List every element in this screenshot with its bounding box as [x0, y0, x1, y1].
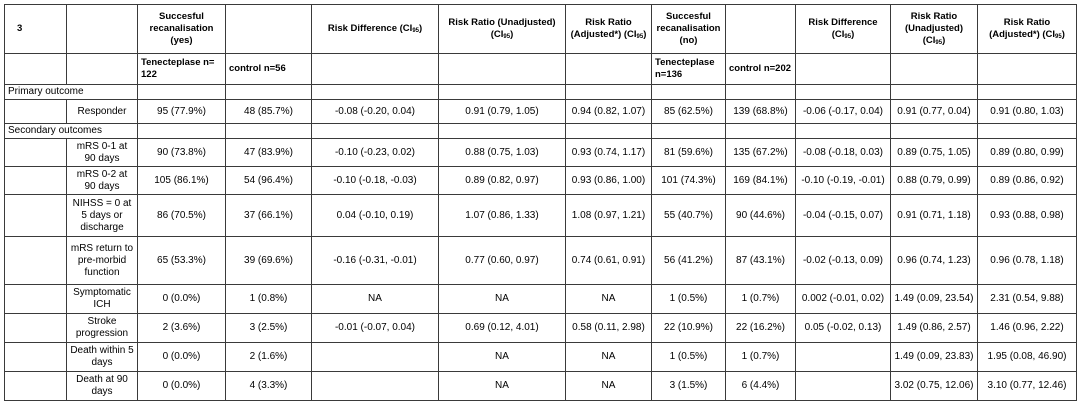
header-blank	[67, 5, 138, 54]
cell: 1.49 (0.09, 23.54)	[891, 285, 978, 314]
cell: 0.91 (0.79, 1.05)	[439, 100, 566, 124]
section-label-secondary: Secondary outcomes	[5, 124, 138, 139]
cell: 48 (85.7%)	[226, 100, 312, 124]
cell: 22 (16.2%)	[726, 314, 796, 343]
header-tenecteplase-yes: Tenecteplase n= 122	[138, 54, 226, 85]
row-label: NIHSS = 0 at 5 days or discharge	[67, 195, 138, 237]
cell: 22 (10.9%)	[652, 314, 726, 343]
cell: 1.08 (0.97, 1.21)	[566, 195, 652, 237]
cell: -0.06 (-0.17, 0.04)	[796, 100, 891, 124]
section-label-primary: Primary outcome	[5, 85, 138, 100]
header-blank	[226, 5, 312, 54]
cell: 0.77 (0.60, 0.97)	[439, 237, 566, 285]
table-row	[5, 195, 1077, 237]
row-label: mRS return to pre-morbid function	[67, 237, 138, 285]
cell: 3 (1.5%)	[652, 372, 726, 401]
cell: 55 (40.7%)	[652, 195, 726, 237]
section-row-primary	[5, 85, 1077, 100]
row-label: mRS 0-2 at 90 days	[67, 167, 138, 195]
cell: -0.04 (-0.15, 0.07)	[796, 195, 891, 237]
cell: 0.93 (0.86, 1.00)	[566, 167, 652, 195]
cell: 65 (53.3%)	[138, 237, 226, 285]
header-row-1	[5, 5, 1077, 54]
cell: -0.16 (-0.31, -0.01)	[312, 237, 439, 285]
header-recanalisation-no: Succesful recanalisation (no)	[652, 5, 726, 54]
cell	[312, 372, 439, 401]
table-number: 3	[5, 5, 67, 54]
cell: 1 (0.7%)	[726, 285, 796, 314]
cell: 0.89 (0.75, 1.05)	[891, 139, 978, 167]
cell: 139 (68.8%)	[726, 100, 796, 124]
header-blank	[726, 5, 796, 54]
header-row-2	[5, 54, 1077, 85]
cell: 0.002 (-0.01, 0.02)	[796, 285, 891, 314]
cell: 0.74 (0.61, 0.91)	[566, 237, 652, 285]
cell: 54 (96.4%)	[226, 167, 312, 195]
cell: 47 (83.9%)	[226, 139, 312, 167]
header-recanalisation-yes: Succesful recanalisation (yes)	[138, 5, 226, 54]
cell: 0.91 (0.71, 1.18)	[891, 195, 978, 237]
cell: 1.46 (0.96, 2.22)	[978, 314, 1077, 343]
cell: 0.69 (0.12, 4.01)	[439, 314, 566, 343]
cell: 1.49 (0.86, 2.57)	[891, 314, 978, 343]
cell: 3.10 (0.77, 12.46)	[978, 372, 1077, 401]
cell: 3 (2.5%)	[226, 314, 312, 343]
cell: 0.89 (0.82, 0.97)	[439, 167, 566, 195]
cell: NA	[566, 343, 652, 372]
cell: NA	[439, 372, 566, 401]
cell: 37 (66.1%)	[226, 195, 312, 237]
cell: 56 (41.2%)	[652, 237, 726, 285]
cell: 105 (86.1%)	[138, 167, 226, 195]
cell: 0.96 (0.74, 1.23)	[891, 237, 978, 285]
cell: 0.91 (0.77, 0.04)	[891, 100, 978, 124]
table-row	[5, 100, 1077, 124]
cell: -0.10 (-0.19, -0.01)	[796, 167, 891, 195]
row-label: Death within 5 days	[67, 343, 138, 372]
cell: 90 (44.6%)	[726, 195, 796, 237]
header-risk-difference-yes: Risk Difference $(CI_{95})$	[312, 5, 439, 54]
cell: 4 (3.3%)	[226, 372, 312, 401]
cell: 0.89 (0.80, 0.99)	[978, 139, 1077, 167]
row-label: Death at 90 days	[67, 372, 138, 401]
cell: 0.04 (-0.10, 0.19)	[312, 195, 439, 237]
header-tenecteplase-no: Tenecteplase n=136	[652, 54, 726, 85]
cell: 169 (84.1%)	[726, 167, 796, 195]
cell: 0 (0.0%)	[138, 343, 226, 372]
header-control-yes: control n=56	[226, 54, 312, 85]
cell	[796, 343, 891, 372]
cell: 39 (69.6%)	[226, 237, 312, 285]
table-row	[5, 285, 1077, 314]
cell: 1 (0.5%)	[652, 343, 726, 372]
cell	[312, 343, 439, 372]
header-rr-adjusted-yes: Risk Ratio (Adjusted*) $(CI_{95})$	[566, 5, 652, 54]
cell: -0.10 (-0.18, -0.03)	[312, 167, 439, 195]
table-row	[5, 372, 1077, 401]
cell: 1.95 (0.08, 46.90)	[978, 343, 1077, 372]
header-rr-unadjusted-yes: Risk Ratio (Unadjusted) $(CI_{95})$	[439, 5, 566, 54]
cell: NA	[439, 343, 566, 372]
cell: 0 (0.0%)	[138, 372, 226, 401]
cell	[796, 372, 891, 401]
cell: 90 (73.8%)	[138, 139, 226, 167]
row-label: Symptomatic ICH	[67, 285, 138, 314]
cell: 2 (3.6%)	[138, 314, 226, 343]
header-control-no: control n=202	[726, 54, 796, 85]
cell: 0.93 (0.88, 0.98)	[978, 195, 1077, 237]
cell: 0 (0.0%)	[138, 285, 226, 314]
cell: -0.08 (-0.20, 0.04)	[312, 100, 439, 124]
cell: 0.91 (0.80, 1.03)	[978, 100, 1077, 124]
cell: 0.88 (0.75, 1.03)	[439, 139, 566, 167]
table-row	[5, 139, 1077, 167]
row-label: Responder	[67, 100, 138, 124]
cell: 135 (67.2%)	[726, 139, 796, 167]
row-label: mRS 0-1 at 90 days	[67, 139, 138, 167]
cell: NA	[566, 372, 652, 401]
cell: -0.02 (-0.13, 0.09)	[796, 237, 891, 285]
cell: 0.96 (0.78, 1.18)	[978, 237, 1077, 285]
cell: NA	[312, 285, 439, 314]
cell: 6 (4.4%)	[726, 372, 796, 401]
cell: 3.02 (0.75, 12.06)	[891, 372, 978, 401]
cell: NA	[566, 285, 652, 314]
cell: 2 (1.6%)	[226, 343, 312, 372]
cell: 1.49 (0.09, 23.83)	[891, 343, 978, 372]
cell: 101 (74.3%)	[652, 167, 726, 195]
cell: -0.08 (-0.18, 0.03)	[796, 139, 891, 167]
cell: 0.58 (0.11, 2.98)	[566, 314, 652, 343]
row-label: Stroke progression	[67, 314, 138, 343]
header-risk-difference-no: Risk Difference $(CI_{95})$	[796, 5, 891, 54]
section-row-secondary	[5, 124, 1077, 139]
header-rr-adjusted-no: Risk Ratio (Adjusted*) $(CI_{95})$	[978, 5, 1077, 54]
table-row	[5, 167, 1077, 195]
cell: 2.31 (0.54, 9.88)	[978, 285, 1077, 314]
cell: 0.88 (0.79, 0.99)	[891, 167, 978, 195]
cell: 85 (62.5%)	[652, 100, 726, 124]
cell: 0.94 (0.82, 1.07)	[566, 100, 652, 124]
cell: 1 (0.8%)	[226, 285, 312, 314]
cell: 1 (0.7%)	[726, 343, 796, 372]
cell: NA	[439, 285, 566, 314]
cell: 1.07 (0.86, 1.33)	[439, 195, 566, 237]
cell: 81 (59.6%)	[652, 139, 726, 167]
header-rr-unadjusted-no: Risk Ratio (Unadjusted) $(CI_{95})$	[891, 5, 978, 54]
table-row	[5, 343, 1077, 372]
cell: 0.89 (0.86, 0.92)	[978, 167, 1077, 195]
cell: 87 (43.1%)	[726, 237, 796, 285]
cell: 86 (70.5%)	[138, 195, 226, 237]
table-row	[5, 237, 1077, 285]
cell: 95 (77.9%)	[138, 100, 226, 124]
results-table	[4, 4, 1077, 401]
cell: 0.05 (-0.02, 0.13)	[796, 314, 891, 343]
cell: -0.10 (-0.23, 0.02)	[312, 139, 439, 167]
cell: 0.93 (0.74, 1.17)	[566, 139, 652, 167]
cell: -0.01 (-0.07, 0.04)	[312, 314, 439, 343]
cell: 1 (0.5%)	[652, 285, 726, 314]
table-row	[5, 314, 1077, 343]
